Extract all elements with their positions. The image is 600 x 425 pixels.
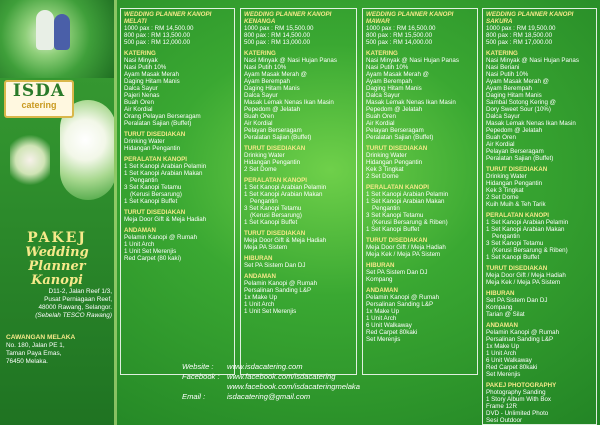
section-item: Pengantin <box>250 198 278 205</box>
address-line: D11-2, Jalan Reef 1/3, <box>48 288 112 295</box>
section-item: Kompang <box>486 304 513 311</box>
address-line: Pusat Perniagaan Reef, <box>44 296 112 303</box>
section-item: Air Kordial <box>486 141 515 148</box>
section-item: Pengantin <box>492 233 520 240</box>
section-item: 3 Set Kanopi Tetamu <box>244 205 302 212</box>
section-title: TURUT DISEDIAKAN <box>244 145 306 152</box>
section-item: Pengantin <box>130 177 158 184</box>
section-item: 1 Set Kanopi Buffet <box>124 198 178 205</box>
section-item: Meja Kek / Meja PA Sistem <box>486 279 561 286</box>
package-column-sakura <box>482 8 597 425</box>
section-item: Meja Door Gift & Meja Hadiah <box>124 216 207 223</box>
email-label: Email : <box>182 392 206 401</box>
section-item: 1 Story Album With Box <box>486 396 551 403</box>
pakej-title <box>0 230 114 288</box>
section-item: Pepedom @ Jelatah <box>366 106 423 113</box>
website-label: Website : <box>182 362 214 371</box>
section-title: HIBURAN <box>244 255 273 262</box>
section-title: TURUT DISEDIAKAN <box>486 265 548 272</box>
section-title: TURUT DISEDIAKAN <box>366 237 428 244</box>
section-item: Sesi Outdoor <box>486 417 523 424</box>
section-item: Masak Lemak Nenas Ikan Masin <box>486 120 576 127</box>
section-item: 3 Set Kanopi Tetamu <box>366 212 424 219</box>
package-column-melati <box>120 8 235 375</box>
section-item: 1 Set Kanopi Arabian Makan <box>244 191 323 198</box>
section-title: PERALATAN KANOPI <box>486 212 550 219</box>
section-title: KATERING <box>366 50 398 57</box>
address-block <box>6 288 112 320</box>
section-item: 6 Unit Walkaway <box>366 322 412 329</box>
package-title: WEDDING PLANNER KANOPI MELATI <box>124 11 212 25</box>
section-item: Meja Door Gift & Meja Hadiah <box>244 237 327 244</box>
panel-divider <box>114 0 117 425</box>
section-item: Pelamin Kanopi @ Rumah <box>366 294 440 301</box>
section-item: Drinking Water <box>244 152 285 159</box>
section-item: Buah Oren <box>366 113 396 120</box>
section-item: Drinking Water <box>366 152 407 159</box>
section-item: Ayam Masak Merah @ <box>366 71 429 78</box>
section-item: Nasi Putih 10% <box>244 64 287 71</box>
package-price: 1000 pax : RM 19,500.00 <box>486 25 556 32</box>
package-price: 800 pax : RM 18,500.00 <box>486 32 553 39</box>
section-item: Peralatan Sajian (Buffet) <box>124 120 192 127</box>
section-item: Nasi Beriani <box>486 64 520 71</box>
package-price: 1000 pax : RM 16,500.00 <box>366 25 436 32</box>
section-item: 1 Set Kanopi Buffet <box>244 219 298 226</box>
section-item: Pelamin Kanopi @ Rumah <box>124 234 198 241</box>
section-item: DVD - Unlimited Photo <box>486 410 549 417</box>
package-column-kenanga <box>240 8 357 375</box>
section-item: Nasi Minyak @ Nasi Hujan Panas <box>244 57 337 64</box>
couple-photo <box>0 0 114 78</box>
section-item: 1 Unit Arch <box>486 350 517 357</box>
section-item: Kek 3 Tingkat <box>486 187 524 194</box>
package-price: 800 pax : RM 14,500.00 <box>244 32 311 39</box>
section-item: 1 Set Kanopi Arabian Makan <box>366 198 445 205</box>
email-link[interactable]: isdacatering@gmail.com <box>227 392 311 401</box>
section-item: 2 Set Dome <box>486 194 519 201</box>
section-item: 1 Unit Set Merenjis <box>244 308 297 315</box>
section-item: Nasi Putih 10% <box>124 64 167 71</box>
section-title: KATERING <box>124 50 156 57</box>
section-item: Set PA Sistem Dan DJ <box>244 262 306 269</box>
pakej-word: PAKEJ <box>27 230 87 246</box>
package-title: WEDDING PLANNER KANOPI SAKURA <box>486 11 574 25</box>
package-price: 500 pax : RM 14,000.00 <box>366 39 433 46</box>
section-item: Ayam Berempah <box>244 78 290 85</box>
section-item: Pajeri Nenas <box>124 92 160 99</box>
section-title: PERALATAN KANOPI <box>124 156 188 163</box>
facebook-link[interactable]: www.facebook.com/isdacatering <box>227 372 336 381</box>
section-item: (Kerusi Bersarung & Riben) <box>372 219 448 226</box>
section-item: 1 Unit Arch <box>244 301 275 308</box>
pakej-line3: Kanopi <box>31 273 83 288</box>
section-item: Set PA Sistem Dan DJ <box>366 269 428 276</box>
package-title: WEDDING PLANNER KANOPI MAWAR <box>366 11 454 25</box>
section-item: Buah Oren <box>244 113 274 120</box>
section-item: Air Kordial <box>124 106 153 113</box>
section-item: Drinking Water <box>486 173 527 180</box>
section-item: Pelamin Kanopi @ Rumah <box>486 329 560 336</box>
section-title: PAKEJ PHOTOGRAPHY <box>486 382 557 389</box>
section-item: 1x Make Up <box>366 308 400 315</box>
section-item: 1x Make Up <box>486 343 520 350</box>
section-item: Nasi Putih 10% <box>366 64 409 71</box>
website-link[interactable]: www.isdacatering.com <box>227 362 303 371</box>
section-title: ANDAMAN <box>486 322 518 329</box>
isda-logo <box>4 80 74 118</box>
groom-figure <box>54 14 70 50</box>
section-item: Tarian @ Silat <box>486 311 525 318</box>
pakej-line2: Wedding Planner <box>25 245 89 274</box>
section-title: HIBURAN <box>366 262 395 269</box>
melaka-address-line: No. 180, Jalan PE 1, <box>6 342 65 349</box>
facebook-label: Facebook : <box>182 372 220 381</box>
logo-sub: catering <box>21 100 57 110</box>
package-price: 500 pax : RM 12,000.00 <box>124 39 191 46</box>
package-price: 1000 pax : RM 14,500.00 <box>124 25 194 32</box>
package-column-mawar <box>362 8 478 375</box>
section-item: Meja PA Sistem <box>244 244 288 251</box>
section-item: Peralatan Sajian (Buffet) <box>244 134 312 141</box>
section-item: Persalinan Sanding L&P <box>486 336 554 343</box>
section-item: Hidangan Pengantin <box>366 159 423 166</box>
section-item: Buah Oren <box>124 99 154 106</box>
package-price: 500 pax : RM 17,000.00 <box>486 39 553 46</box>
section-item: Masak Lemak Nenas Ikan Masin <box>244 99 334 106</box>
section-item: Ayam Berempah <box>366 78 412 85</box>
address-line: 48000 Rawang, Selangor. <box>38 304 112 311</box>
section-item: 1 Set Kanopi Arabian Makan <box>486 226 565 233</box>
section-item: Persalinan Sanding L&P <box>244 287 312 294</box>
section-item: Peralatan Sajian (Buffet) <box>366 134 434 141</box>
section-item: Dalca Sayur <box>124 85 158 92</box>
section-item: Hidangan Pengantin <box>244 159 301 166</box>
section-item: Air Kordial <box>366 120 395 127</box>
section-item: 1 Set Kanopi Buffet <box>486 254 540 261</box>
section-item: Pelayan Berseragam <box>366 127 424 134</box>
section-item: Dalca Sayur <box>244 92 278 99</box>
section-item: 6 Unit Walkaway <box>486 357 532 364</box>
section-item: Nasi Minyak @ Nasi Hujan Panas <box>366 57 459 64</box>
section-item: (Kerusi Bersarung) <box>130 191 182 198</box>
package-price: 500 pax : RM 13,000.00 <box>244 39 311 46</box>
section-title: PERALATAN KANOPI <box>244 177 308 184</box>
section-title: TURUT DISEDIAKAN <box>486 166 548 173</box>
section-item: Nasi Minyak @ Nasi Hujan Panas <box>486 57 579 64</box>
section-title: PERALATAN KANOPI <box>366 184 430 191</box>
section-title: TURUT DISEDIAKAN <box>244 230 306 237</box>
contact-block <box>182 362 482 402</box>
section-title: KATERING <box>486 50 518 57</box>
section-item: Set Merenjis <box>366 336 401 343</box>
melaka-address-line: 76450 Melaka. <box>6 358 48 365</box>
section-item: (Kerusi Bersarung & Riben) <box>492 247 568 254</box>
section-item: Red Carpet (80 kaki) <box>124 255 182 262</box>
section-item: (Kerusi Bersarung) <box>250 212 302 219</box>
section-title: ANDAMAN <box>366 287 398 294</box>
section-item: 1 Unit Arch <box>124 241 155 248</box>
section-item: 3 Set Kanopi Tetamu <box>486 240 544 247</box>
section-title: HIBURAN <box>486 290 515 297</box>
section-item: 1 Unit Set Merenjis <box>124 248 177 255</box>
section-item: Frame 12R <box>486 403 517 410</box>
section-item: Kuih Muih & Teh Tarik <box>486 201 546 208</box>
section-item: Ayam Masak Merah <box>124 71 179 78</box>
section-title: ANDAMAN <box>124 227 156 234</box>
section-item: Persalinan Sanding L&P <box>366 301 434 308</box>
section-item: 1 Set Kanopi Arabian Makan <box>124 170 203 177</box>
section-item: Hidangan Pengantin <box>124 145 181 152</box>
logo-name: ISDA <box>12 81 66 101</box>
section-item: Hidangan Pengantin <box>486 180 543 187</box>
section-title: ANDAMAN <box>244 273 276 280</box>
section-item: 1 Set Kanopi Arabian Pelamin <box>366 191 449 198</box>
section-item: Meja Door Gift / Meja Hadiah <box>366 244 446 251</box>
section-item: 1 Set Kanopi Arabian Pelamin <box>486 219 569 226</box>
section-item: 1 Set Kanopi Arabian Pelamin <box>244 184 327 191</box>
section-item: Meja Kek / Meja PA Sistem <box>366 251 441 258</box>
section-item: 1 Set Kanopi Buffet <box>366 226 420 233</box>
address-line: (Sebelah TESCO Rawang) <box>35 312 112 319</box>
section-item: 1 Set Kanopi Arabian Pelamin <box>124 163 207 170</box>
section-item: 2 Set Dome <box>366 173 399 180</box>
melaka-branch-title: CAWANGAN MELAKA <box>6 334 76 341</box>
section-item: Red Carpet 80kaki <box>486 364 538 371</box>
section-item: Set PA Sistem Dan DJ <box>486 297 548 304</box>
section-item: Dalca Sayur <box>366 92 400 99</box>
section-item: Sambal Sotong Kering @ <box>486 99 556 106</box>
section-item: Set Merenjis <box>486 371 521 378</box>
section-item: Peralatan Sajian (Buffet) <box>486 155 554 162</box>
package-title: WEDDING PLANNER KANOPI KENANGA <box>244 11 332 25</box>
section-item: 1 Unit Arch <box>366 315 397 322</box>
section-item: Pelamin Kanopi @ Rumah <box>244 280 318 287</box>
section-item: Daging Hitam Manis <box>124 78 180 85</box>
section-item: Dalca Sayur <box>486 113 520 120</box>
section-item: Buah Oren <box>486 134 516 141</box>
section-item: Drinking Water <box>124 138 165 145</box>
section-item: Meja Door Gift / Meja Hadiah <box>486 272 566 279</box>
section-item: Pengantin <box>372 205 400 212</box>
package-price: 1000 pax : RM 15,500.00 <box>244 25 314 32</box>
section-item: Dory Sweet Sour (10%) <box>486 106 551 113</box>
section-title: TURUT DISEDIAKAN <box>124 131 186 138</box>
section-item: Daging Hitam Manis <box>366 85 422 92</box>
section-item: Pelayan Berseragam <box>486 148 544 155</box>
section-title: TURUT DISEDIAKAN <box>124 209 186 216</box>
section-item: Red Carpet 80kaki <box>366 329 418 336</box>
section-title: KATERING <box>244 50 276 57</box>
package-price: 800 pax : RM 13,500.00 <box>124 32 191 39</box>
section-item: Pepedom @ Jelatah <box>244 106 301 113</box>
package-price: 800 pax : RM 15,500.00 <box>366 32 433 39</box>
bride-figure <box>36 10 54 50</box>
section-item: Pelayan Berseragam <box>244 127 302 134</box>
section-item: 3 Set Kanopi Tetamu <box>124 184 182 191</box>
section-item: Masak Lemak Nenas Ikan Masin <box>366 99 456 106</box>
section-item: Orang Pelayan Berseragam <box>124 113 201 120</box>
section-item: Ayam Masak Merah @ <box>486 78 549 85</box>
section-title: TURUT DISEDIAKAN <box>366 145 428 152</box>
facebook-melaka-link[interactable]: www.facebook.com/isdacateringmelaka <box>227 382 360 391</box>
section-item: Pepedom @ Jelatah <box>486 127 543 134</box>
section-item: Kompang <box>366 276 393 283</box>
section-item: Air Kordial <box>244 120 273 127</box>
section-item: Ayam Berempah <box>486 85 532 92</box>
section-item: Nasi Minyak <box>124 57 158 64</box>
section-item: Daging Hitam Manis <box>486 92 542 99</box>
section-item: Nasi Putih 10% <box>486 71 529 78</box>
melaka-address <box>6 342 106 366</box>
melaka-address-line: Taman Paya Emas, <box>6 350 62 357</box>
section-item: Kek 3 Tingkat <box>366 166 404 173</box>
section-item: 2 Set Dome <box>244 166 277 173</box>
section-item: Photography Sanding <box>486 389 546 396</box>
section-item: 1x Make Up <box>244 294 278 301</box>
section-item: Daging Hitam Manis <box>244 85 300 92</box>
section-item: Ayam Masak Merah @ <box>244 71 307 78</box>
left-panel <box>0 0 114 425</box>
flower-decoration <box>10 130 50 190</box>
